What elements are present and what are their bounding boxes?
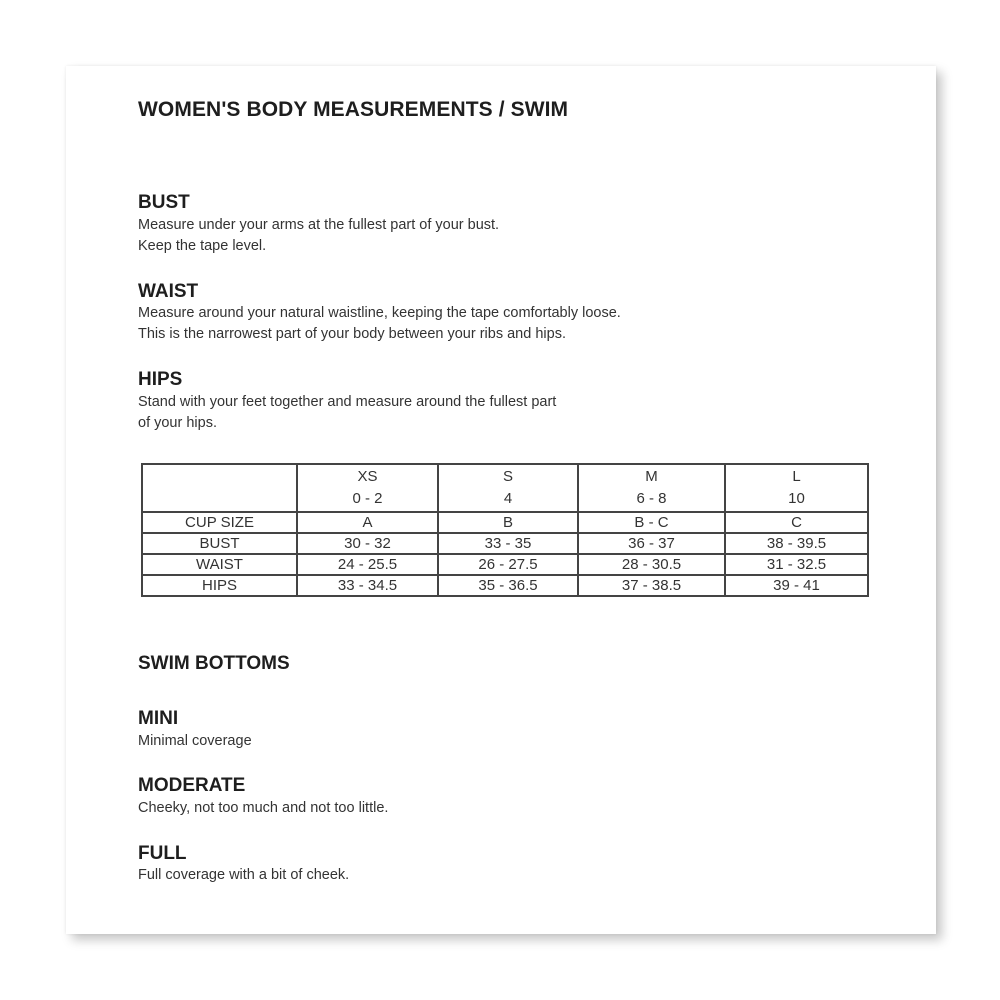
waist-instruction-line: This is the narrowest part of your body between your ribs and hips.: [138, 326, 566, 342]
table-row: [142, 554, 868, 575]
bust-instruction-line: Measure under your arms at the fullest part of your bust.: [138, 217, 500, 233]
bust-instruction-line: Keep the tape level.: [138, 238, 267, 254]
size-numeric: 0 - 2: [352, 490, 383, 507]
table-cell: B: [438, 512, 578, 533]
table-cell: 39 - 41: [725, 575, 868, 596]
waist-instructions: [138, 303, 621, 345]
hips-instruction-line: of your hips.: [138, 415, 217, 431]
waist-instruction-line: Measure around your natural waistline, keeping the tape comfortably loose.: [138, 305, 621, 321]
swim-bottoms-heading: SWIM BOTTOMS: [138, 653, 290, 674]
size-label: S: [502, 468, 513, 485]
table-cell: 38 - 39.5: [725, 533, 868, 554]
table-cell: 35 - 36.5: [438, 575, 578, 596]
row-label-cell: BUST: [142, 533, 297, 554]
full-heading: FULL: [138, 843, 187, 864]
size-header-cell: [725, 464, 868, 512]
page-title: WOMEN'S BODY MEASUREMENTS / SWIM: [138, 98, 569, 121]
size-numeric: 10: [788, 490, 805, 507]
moderate-description: Cheeky, not too much and not too little.: [138, 800, 389, 816]
table-cell: 33 - 35: [438, 533, 578, 554]
table-cell: 37 - 38.5: [578, 575, 725, 596]
mini-description: Minimal coverage: [138, 733, 252, 749]
mini-heading: MINI: [138, 708, 179, 729]
table-row: [142, 575, 868, 596]
table-row: [142, 533, 868, 554]
hips-instructions: [138, 392, 556, 434]
row-label-cell: WAIST: [142, 554, 297, 575]
size-numeric: 4: [503, 490, 513, 507]
table-row: [142, 512, 868, 533]
size-numeric: 6 - 8: [636, 490, 667, 507]
table-header-row: [142, 464, 868, 512]
full-description: Full coverage with a bit of cheek.: [138, 867, 350, 883]
table-cell: 36 - 37: [578, 533, 725, 554]
table-cell: 30 - 32: [297, 533, 438, 554]
size-header-cell: [578, 464, 725, 512]
row-label-cell: CUP SIZE: [142, 512, 297, 533]
hips-instruction-line: Stand with your feet together and measure around the fullest part: [138, 394, 557, 410]
table-cell: 33 - 34.5: [297, 575, 438, 596]
moderate-heading: MODERATE: [138, 775, 246, 796]
table-cell: 24 - 25.5: [297, 554, 438, 575]
size-label: L: [792, 468, 801, 485]
size-header-cell: [438, 464, 578, 512]
hips-heading: HIPS: [138, 369, 183, 390]
size-header-cell: [297, 464, 438, 512]
bust-instructions: [138, 215, 499, 257]
size-label: M: [645, 468, 658, 485]
table-cell: 31 - 32.5: [725, 554, 868, 575]
table-cell: 28 - 30.5: [578, 554, 725, 575]
waist-heading: WAIST: [138, 281, 199, 302]
bust-heading: BUST: [138, 192, 190, 213]
table-corner-cell: [142, 464, 297, 512]
row-label-cell: HIPS: [142, 575, 297, 596]
table-cell: C: [725, 512, 868, 533]
table-cell: B - C: [578, 512, 725, 533]
size-chart-table: [141, 463, 869, 597]
table-cell: 26 - 27.5: [438, 554, 578, 575]
size-label: XS: [357, 468, 378, 485]
table-cell: A: [297, 512, 438, 533]
